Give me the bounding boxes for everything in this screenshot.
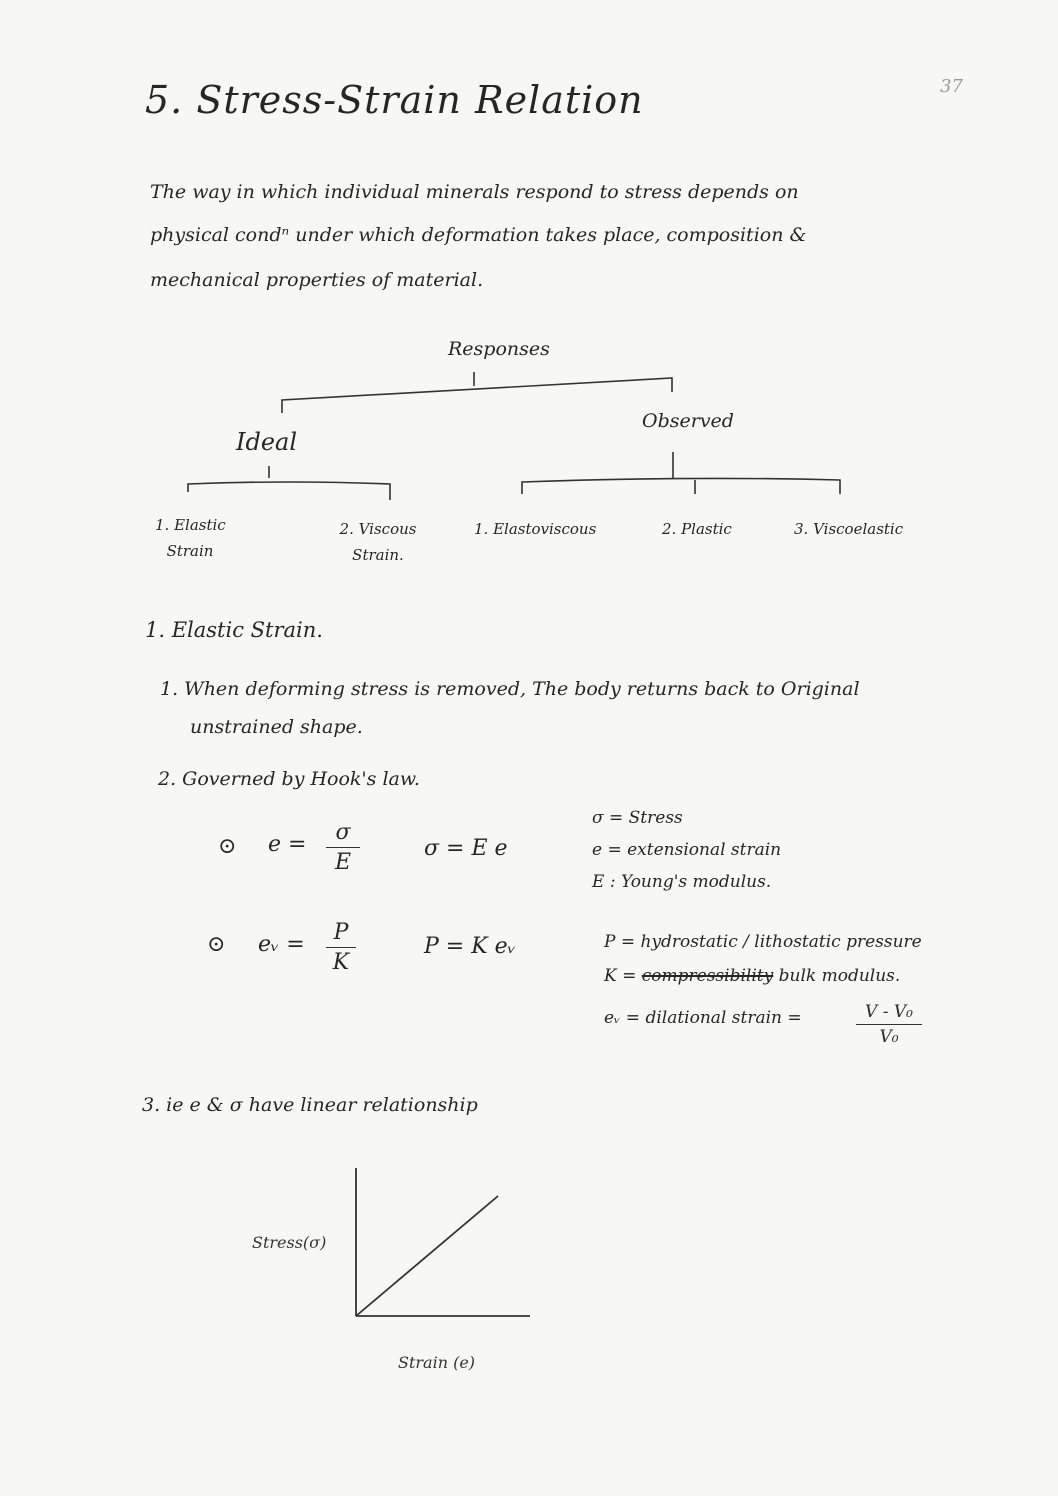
ideal-child-elastic <box>155 512 225 564</box>
eq2-legend-k-prefix: K = <box>604 966 637 986</box>
eq2-denominator: K <box>332 950 350 975</box>
ideal-child-elastic-line2: Strain <box>166 542 214 560</box>
intro-line-2: physical condⁿ under which deformation takes place, composition & <box>150 224 807 246</box>
eq2-legend-k-struck: compressibility <box>641 966 774 986</box>
eq1-fraction-bar <box>326 847 360 848</box>
eq2-fraction <box>326 920 356 975</box>
ideal-child-viscous-line1: 2. Viscous <box>339 520 417 538</box>
tree-root-label: Responses <box>448 338 550 360</box>
ev-denominator: V₀ <box>879 1027 899 1047</box>
observed-branch <box>522 478 840 494</box>
ideal-child-elastic-line1: 1. Elastic <box>155 516 226 534</box>
section-heading: 1. Elastic Strain. <box>145 618 323 642</box>
point2-text: 2. Governed by Hook's law. <box>158 768 420 790</box>
observed-child-elastoviscous: 1. Elastoviscous <box>474 520 597 538</box>
point1-line1: 1. When deforming stress is removed, The body returns back to Original <box>160 678 860 700</box>
eq2-numerator: P <box>333 920 349 945</box>
ideal-branch <box>188 482 390 500</box>
y-axis-label: Stress(σ) <box>252 1233 327 1252</box>
x-axis-label: Strain (e) <box>398 1353 476 1372</box>
tree-ideal-label: Ideal <box>236 428 298 456</box>
page-number: 37 <box>940 76 963 97</box>
eq1-legend-e: e = extensional strain <box>592 840 782 860</box>
eq2-rhs: P = K eᵥ <box>424 934 516 959</box>
ev-fraction-bar <box>856 1024 922 1025</box>
stress-strain-line <box>356 1196 498 1316</box>
eq2-legend-k <box>604 966 900 986</box>
eq2-legend-ev: eᵥ = dilational strain = <box>604 1008 802 1028</box>
root-branch <box>282 378 672 413</box>
eq1-rhs: σ = E e <box>424 836 508 861</box>
eq2-fraction-bar <box>326 947 356 948</box>
eq2-lhs: eᵥ = <box>258 932 305 957</box>
eq1-fraction <box>326 820 360 875</box>
eq1-lhs: e = <box>268 832 307 857</box>
eq1-legend-sigma: σ = Stress <box>592 808 683 828</box>
eq1-denominator: E <box>334 850 352 875</box>
eq1-legend-E: E : Young's modulus. <box>592 872 772 892</box>
stress-strain-chart <box>240 1150 560 1380</box>
observed-child-viscoelastic: 3. Viscoelastic <box>794 520 904 538</box>
page-title: 5. Stress-Strain Relation <box>145 78 644 122</box>
eq2-legend-k-suffix: bulk modulus. <box>778 966 901 986</box>
point1-line2: unstrained shape. <box>190 716 363 738</box>
ev-fraction <box>856 1002 922 1047</box>
ev-numerator: V - V₀ <box>865 1002 913 1022</box>
eq1-numerator: σ <box>335 820 351 845</box>
tree-observed-label: Observed <box>642 410 734 432</box>
eq2-bullet: ⊙ <box>207 932 226 957</box>
observed-child-plastic: 2. Plastic <box>662 520 732 538</box>
eq2-legend-p: P = hydrostatic / lithostatic pressure <box>604 932 922 952</box>
eq1-bullet: ⊙ <box>218 834 237 859</box>
intro-line-3: mechanical properties of material. <box>150 269 484 291</box>
intro-line-1: The way in which individual minerals respond to stress depends on <box>150 181 799 203</box>
ideal-child-viscous <box>330 516 426 568</box>
point3-text: 3. ie e & σ have linear relationship <box>142 1094 478 1116</box>
ideal-child-viscous-line2: Strain. <box>352 546 404 564</box>
